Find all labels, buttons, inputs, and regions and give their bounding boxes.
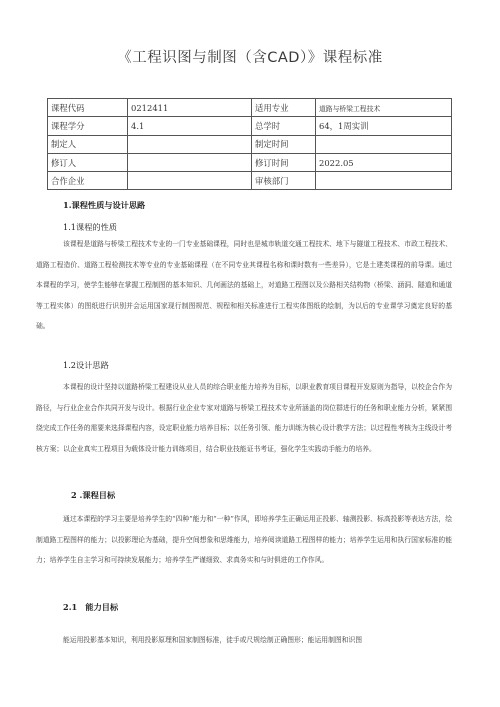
paragraph-course-nature: 该课程是道路与桥梁工程技术专业的一门专业基础课程，同时也是城市轨道交通工程技术、地下与隧道工程技术、市政工程技术、道路工程造价、道路工程检测技术等专业的专业基础课程（在不同专业其课程名称和课时数有一些差异），它是土建类课程的前导课。通过本课程的学习，使学生能够在掌握工程制图的基本知识、几何画法的基础上，对道路工程图以及公路相关结构物（桥梁、涵洞、隧道和通道等工程实体）的图纸进行识别并会运用国家现行制图规范、规程和相关标准进行工程实体图纸的绘制，为以后的专业课学习奠定良好的基础。	[36, 240, 452, 331]
dept-label: 审核部门	[252, 172, 316, 190]
credit-label: 课程学分	[48, 117, 128, 135]
reviser-value	[128, 153, 252, 171]
revised-value: 2022.05	[316, 153, 452, 171]
paragraph-course-goals: 通过本课程的学习主要是培养学生的“四种”能力和“一种”作风，即培养学生正确运用正投影、轴测投影、标高投影等表达方法，绘制道路工程图样的能力；以投影理论为基础，提升空间想象和思维能力，培养阅读道路工程图样的能力；培养学生运用和执行国家标准的能力；培养学生自主学习和可持续发展能力；培养学生严谨细致、求真务实和与时俱进的工作作风。	[36, 515, 452, 565]
section-heading-1: 1.课程性质与设计思路	[63, 200, 146, 210]
course-code-value: 0212411	[128, 99, 252, 117]
table-row	[48, 117, 452, 135]
major-value: 道路与桥梁工程技术	[316, 99, 452, 117]
major-label: 适用专业	[252, 99, 316, 117]
partner-value	[128, 172, 252, 190]
paragraph-ability-goals: 能运用投影基本知识，利用投影原理和国家制图标准，徒手或尺规绘制正确图形；能运用制图和识图	[63, 636, 363, 644]
subsection-heading-1-1: 1.1课程的性质	[63, 222, 117, 232]
table-row	[48, 135, 452, 153]
table-row	[48, 172, 452, 190]
partner-label: 合作企业	[48, 172, 128, 190]
paragraph-design-idea: 本课程的设计坚持以道路桥梁工程建设从业人员的综合职业能力培养为目标，以职业教育项目课程开发原则为指导，以校企合作为路径，与行业企业合作共同开发与设计。根据行业企业专家对道路与桥梁工程技术专业所涵盖的岗位群进行的任务和职业能力分析，紧紧围绕完成工作任务的需要来选择课程内容，设定职业能力培养目标；以任务引领、能力训练为核心设计教学方法；以过程性考核为主线设计考核方案；以企业真实工程项目为载体设计能力训练项目，结合职业技能证书考证，强化学生实践动手能力的培养。	[36, 383, 452, 453]
revised-label: 修订时间	[252, 153, 316, 171]
credit-value: 4.1	[128, 117, 252, 135]
created-label: 制定时间	[252, 135, 316, 153]
table-row	[48, 99, 452, 117]
course-code-label: 课程代码	[48, 99, 128, 117]
document-title: 《工程识图与制图（含CAD）》课程标准	[117, 50, 383, 66]
hours-value: 64，1周实训	[316, 117, 452, 135]
table-row	[48, 153, 452, 171]
created-value	[316, 135, 452, 153]
author-label: 制定人	[48, 135, 128, 153]
section-heading-2: 2 .课程目标	[71, 490, 116, 500]
subsection-heading-2-1: 2.1 能力目标	[63, 602, 119, 612]
reviser-label: 修订人	[48, 153, 128, 171]
hours-label: 总学时	[252, 117, 316, 135]
subsection-heading-1-2: 1.2设计思路	[63, 360, 109, 370]
course-info-table	[47, 98, 452, 190]
author-value	[128, 135, 252, 153]
dept-value	[316, 172, 452, 190]
